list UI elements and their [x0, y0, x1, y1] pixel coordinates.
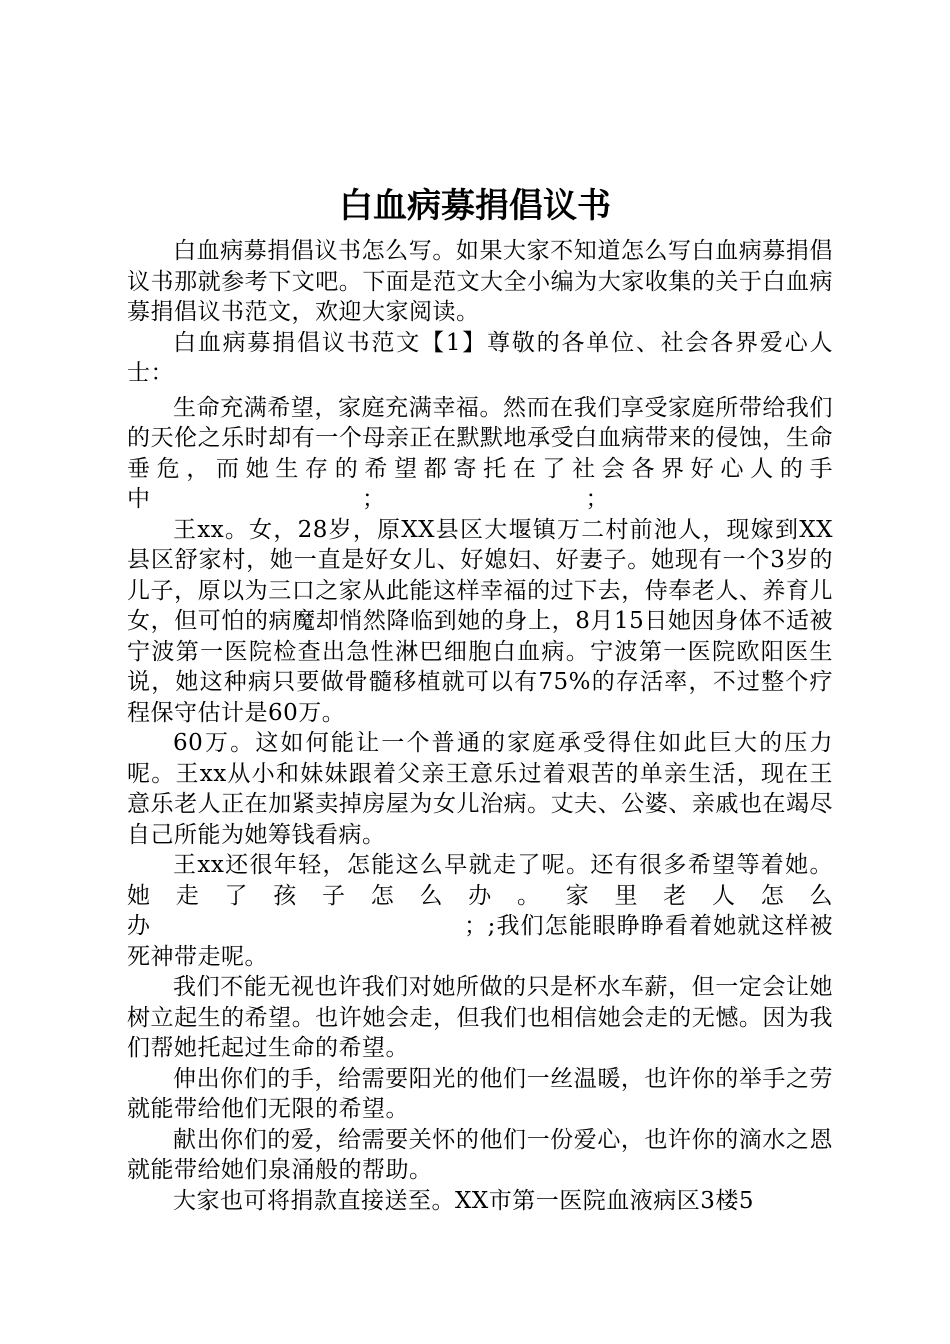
document-title: 白血病募捐倡议书	[339, 186, 611, 226]
paragraph-hope-support: 我们不能无视也许我们对她所做的只是杯水车薪，但一定会让她树立起生的希望。也许她会走，但我们也相信她会走的无憾。因为我们帮她托起过生命的希望。	[127, 974, 833, 1061]
paragraph-donation-address: 大家也可将捐款直接送至。XX市第一医院血液病区3楼5	[173, 1187, 755, 1214]
paragraph-intro: 白血病募捐倡议书怎么写。如果大家不知道怎么写白血病募捐倡议书那就参考下文吧。下面是范文大全小编为大家收集的关于白血病募捐倡议书范文，欢迎大家阅读。	[127, 238, 833, 325]
document-body	[127, 236, 833, 1216]
paragraph-patient-info: 王xx。女，28岁，原XX县区大堰镇万二村前池人，现嫁到XX县区舒家村，她一直是好女儿、好媳妇、好妻子。她现有一个3岁的儿子，原以为三口之家从此能这样幸福的过下去，侍奉老人、养育儿女，但可怕的病魔却悄然降临到她的身上，8月15日她因身体不适被宁波第一医院检查出急性淋巴细胞白血病。宁波第一医院欧阳医生说，她这种病只要做骨髓移植就可以有75%的存活率，不过整个疗程保守估计是60万。	[127, 516, 833, 726]
paragraph-give-love: 献出你们的爱，给需要关怀的他们一份爱心，也许你的滴水之恩就能带给她们泉涌般的帮助。	[127, 1126, 833, 1183]
paragraph-salutation: 白血病募捐倡议书范文【1】尊敬的各单位、社会各界爱心人士：	[127, 329, 833, 386]
paragraph-reach-out: 伸出你们的手，给需要阳光的他们一丝温暖，也许你的举手之劳就能带给他们无限的希望。	[127, 1065, 833, 1122]
paragraph-cost: 60万。这如何能让一个普通的家庭承受得住如此巨大的压力呢。王xx从小和妹妹跟着父亲王意乐过着艰苦的单亲生活，现在王意乐老人正在加紧卖掉房屋为女儿治病。丈夫、公婆、亲戚也在竭尽自己所能为她筹钱看病。	[127, 730, 833, 848]
paragraph-young: 王xx还很年轻，怎能这么早就走了呢。还有很多希望等着她。她走了孩子怎么办。家里老人怎么办 ；;我们怎能眼睁睁看着她就这样被死神带走呢。	[127, 852, 833, 970]
paragraph-hope: 生命充满希望，家庭充满幸福。然而在我们享受家庭所带给我们的天伦之乐时却有一个母亲正在默默地承受白血病带来的侵蚀，生命垂危，而她生存的希望都寄托在了社会各界好心人的手中 ； ；	[127, 394, 833, 512]
